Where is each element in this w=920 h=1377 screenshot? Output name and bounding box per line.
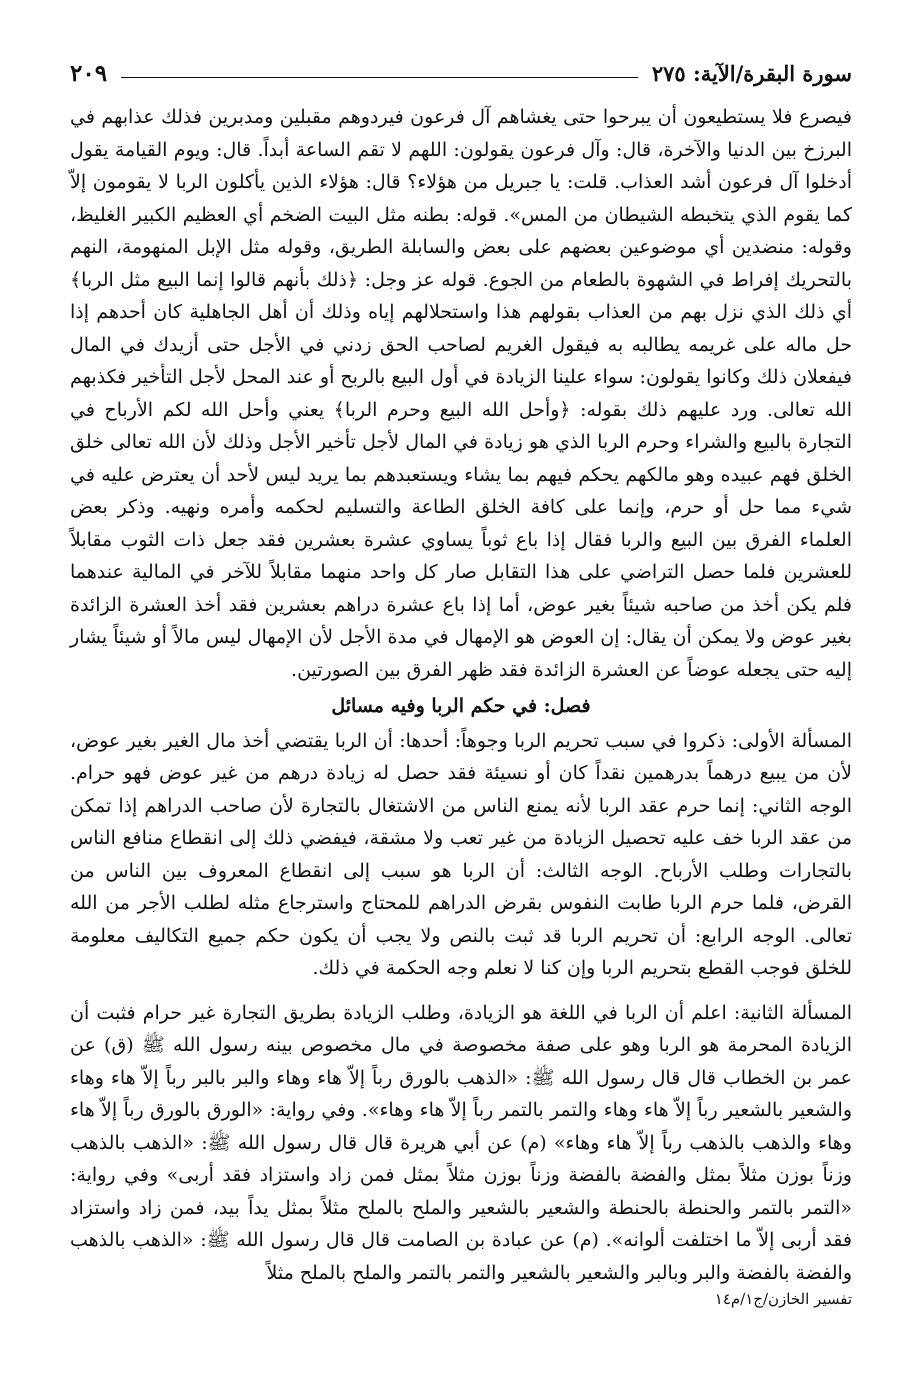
paragraph-issue-two: المسألة الثانية: اعلم أن الربا في اللغة هو الزيادة، وطلب الزيادة بطريق التجارة غير حرام فثبت أن الزيادة المحرمة هو الربا وهو على صفة مخصوصة في مال مخصوص بينه رسول الله ﷺ (ق) عن عمر بن الخطاب قال قال رسول الله ﷺ: «الذهب بالورق رباً إلاّ هاء وهاء والبر بالبر رباً إلاّ هاء وهاء والشعير بالشعير رباً إلاّ هاء وهاء والتمر بالتمر رباً إلاّ هاء وهاء». وفي رواية: «الورق بالورق رباً إلاّ هاء وهاء والذهب بالذهب رباً إلاّ هاء وهاء» (م) عن أبي هريرة قال قال رسول الله ﷺ: «الذهب بالذهب وزناً بوزن مثلاً بمثل والفضة بالفضة وزناً بوزن مثلاً بمثل فمن زاد واستزاد فقد أربى» وفي رواية: «التمر بالتمر والحنطة بالحنطة والشعير بالشعير والملح بالملح مثلاً بمثل يداً بيد، فمن زاد واستزاد فقد أربى إلاّ ما اختلفت ألوانه». (م) عن عبادة بن الصامت قال قال رسول الله ﷺ: «الذهب بالذهب والفضة بالفضة والبر وبالبر والشعير بالشعير والتمر بالتمر والملح بالملح مثلاً (70, 1001, 852, 1284)
body-text (70, 101, 852, 1289)
header-title: سورة البقرة/الآية: ٢٧٥ (651, 60, 852, 86)
section-heading: فصل: في حكم الربا وفيه مسائل (331, 695, 591, 717)
footer-signature: تفسير الخازن/ج١/م١٤ (714, 1290, 852, 1308)
paragraph-commentary: فيصرع فلا يستطيعون أن يبرحوا حتى يغشاهم آل فرعون فيردوهم مقبلين ومدبرين فذلك عذابهم في البرزخ بين الدنيا والآخرة، قال: وآل فرعون يقولون: اللهم لا تقم الساعة أبداً. قال: ويوم القيامة يقول أدخلوا آل فرعون أشد العذاب. قلت: يا جبريل من هؤلاء؟ قال: هؤلاء الذين يأكلون الربا لا يقومون إلاّ كما يقوم الذي يتخبطه الشيطان من المس». قوله: بطنه مثل البيت الضخم أي العظيم الكبير الغليظ، وقوله: منضدين أي موضوعين بعضهم على بعض والسابلة الطريق، وقوله مثل الإبل المنهومة، النهم بالتحريك إفراط في الشهوة بالطعام من الجوع. قوله عز وجل: ﴿ذلك بأنهم قالوا إنما البيع مثل الربا﴾ أي ذلك الذي نزل بهم من العذاب بقولهم هذا واستحلالهم إياه وذلك أن أهل الجاهلية كان أحدهم إذا حل ماله على غريمه يطالبه به فيقول الغريم لصاحب الحق زدني في الأجل حتى أزيدك في المال فيفعلان ذلك وكانوا يقولون: سواء علينا الزيادة في أول البيع بالربح أو عند المحل لأجل التأخير فكذبهم الله تعالى. ورد عليهم ذلك بقوله: ﴿وأحل الله البيع وحرم الربا﴾ يعني وأحل الله لكم الأرباح في التجارة بالبيع والشراء وحرم الربا الذي هو زيادة في المال لأجل تأخير الأجل وذلك لأن الله تعالى خلق الخلق فهم عبيده وهو مالكهم يحكم فيهم بما يشاء ويستعبدهم بما يريد ليس لأحد أن يعترض عليه في شيء مما حل أو حرم، وإنما على كافة الخلق الطاعة والتسليم لحكمه وأمره ونهيه. وذكر بعض العلماء الفرق بين البيع والربا فقال إذا باع ثوباً يساوي عشرة بعشرين فقد جعل ذات الثوب مقابلاً للعشرين فلما حصل التراضي على هذا التقابل صار كل واحد منهما مقابلاً للآخر في المالية عندهما فلم يكن أخذ من صاحبه شيئاً بغير عوض، أما إذا باع عشرة دراهم بعشرين فقد أخذ العشرة الزائدة بغير عوض ولا يمكن أن يقال: إن العوض هو الإمهال في مدة الأجل لأن الإمهال ليس مالاً أو شيئاً يشار إليه حتى يجعله عوضاً عن العشرة الزائدة فقد ظهر الفرق بين الصورتين. (70, 106, 853, 681)
paragraph-issue-one: المسألة الأولى: ذكروا في سبب تحريم الربا وجوهاً: أحدها: أن الربا يقتضي أخذ مال الغير بغير عوض، لأن من يبيع درهماً بدرهمين نقداً كان أو نسيئة فقد حصل له زيادة درهم من غير عوض فهو حرام. الوجه الثاني: إنما حرم عقد الربا لأنه يمنع الناس من الاشتغال بالتجارة لأن صاحب الدراهم إذا تمكن من عقد الربا خف عليه تحصيل الزيادة من غير تعب ولا مشقة، فيفضي ذلك إلى انقطاع منافع الناس بالتجارات وطلب الأرباح. الوجه الثالث: أن الربا هو سبب إلى انقطاع المعروف بين الناس من القرض، فلما حرم الربا طابت النفوس بقرض الدراهم للمحتاج واسترجاع مثله لطلب الأجر من الله تعالى. الوجه الرابع: أن تحريم الربا قد ثبت بالنص ولا يجب أن يكون حكم جميع التكاليف معلومة للخلق فوجب القطع بتحريم الربا وإن كنا لا نعلم وجه الحكمة في ذلك. (70, 729, 852, 979)
running-header (70, 55, 852, 91)
paragraph-gap (70, 985, 852, 997)
page-number: ٢٠٩ (70, 59, 108, 87)
header-rule (121, 77, 638, 78)
